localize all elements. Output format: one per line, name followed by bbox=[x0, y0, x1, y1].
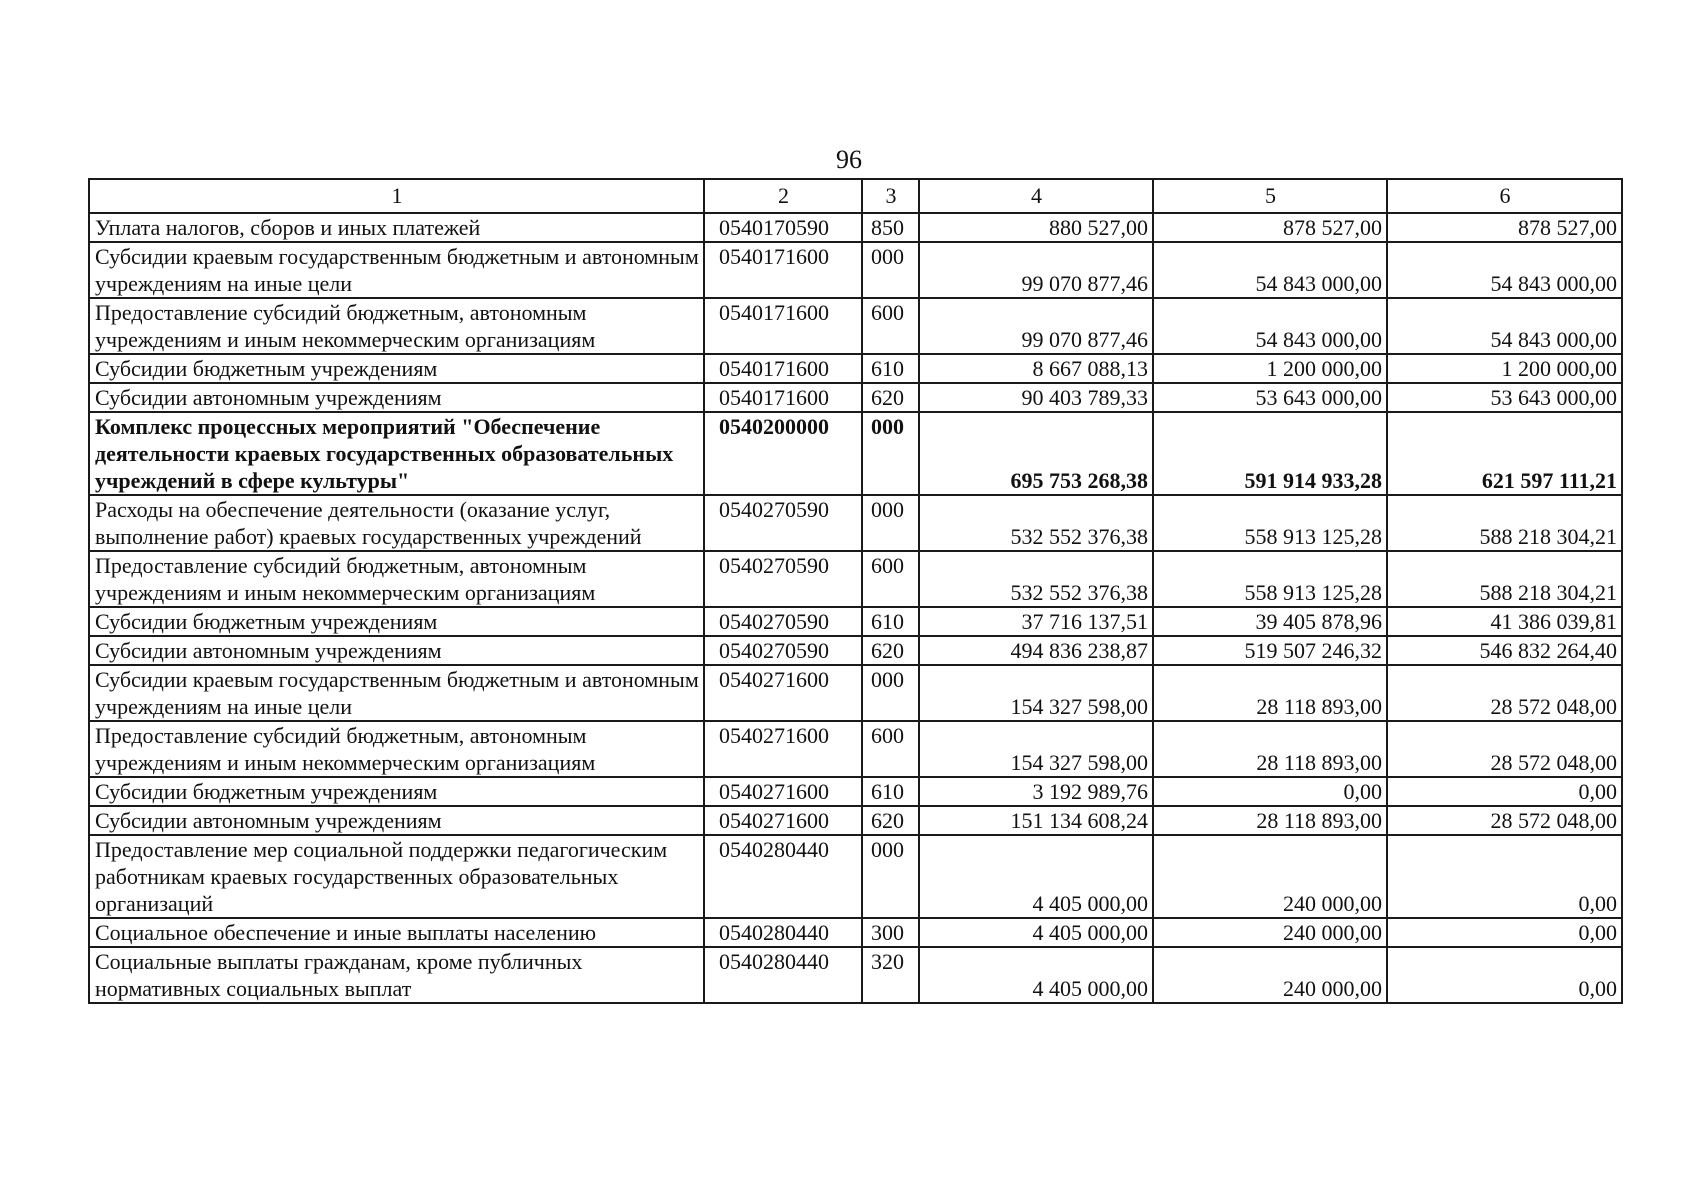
row-code-cell: 0540271600 bbox=[704, 665, 862, 721]
row-amount-col4-cell: 4 405 000,00 bbox=[919, 947, 1153, 1003]
row-amount-col6-cell: 588 218 304,21 bbox=[1387, 551, 1622, 607]
row-code-cell: 0540271600 bbox=[704, 777, 862, 806]
row-name-cell: Субсидии краевым государственным бюджетным и автономным учреждениям на иные цели bbox=[89, 665, 704, 721]
budget-table bbox=[88, 178, 1623, 1004]
row-amount-col5-cell: 0,00 bbox=[1153, 777, 1387, 806]
row-amount-col5-cell: 28 118 893,00 bbox=[1153, 665, 1387, 721]
header-row bbox=[89, 179, 1622, 213]
row-amount-col6-cell: 546 832 264,40 bbox=[1387, 636, 1622, 665]
row-code-cell: 0540280440 bbox=[704, 918, 862, 947]
row-amount-col5-cell: 240 000,00 bbox=[1153, 947, 1387, 1003]
row-name-cell: Субсидии бюджетным учреждениям bbox=[89, 607, 704, 636]
table-row bbox=[89, 551, 1622, 607]
row-amount-col4-cell: 37 716 137,51 bbox=[919, 607, 1153, 636]
row-amount-col6-cell: 28 572 048,00 bbox=[1387, 806, 1622, 835]
row-amount-col6-cell: 28 572 048,00 bbox=[1387, 721, 1622, 777]
row-amount-col5-cell: 558 913 125,28 bbox=[1153, 551, 1387, 607]
row-amount-col4-cell: 4 405 000,00 bbox=[919, 835, 1153, 918]
row-amount-col6-cell: 0,00 bbox=[1387, 947, 1622, 1003]
row-name-cell: Субсидии бюджетным учреждениям bbox=[89, 354, 704, 383]
row-amount-col6-cell: 878 527,00 bbox=[1387, 213, 1622, 242]
row-name-cell: Субсидии автономным учреждениям bbox=[89, 806, 704, 835]
row-amount-col5-cell: 591 914 933,28 bbox=[1153, 412, 1387, 495]
table-body bbox=[89, 179, 1622, 1003]
table-row bbox=[89, 947, 1622, 1003]
row-amount-col6-cell: 53 643 000,00 bbox=[1387, 383, 1622, 412]
header-cell-1: 1 bbox=[89, 179, 704, 213]
row-amount-col4-cell: 880 527,00 bbox=[919, 213, 1153, 242]
row-amount-col4-cell: 90 403 789,33 bbox=[919, 383, 1153, 412]
row-amount-col5-cell: 519 507 246,32 bbox=[1153, 636, 1387, 665]
row-amount-col6-cell: 28 572 048,00 bbox=[1387, 665, 1622, 721]
row-amount-col4-cell: 3 192 989,76 bbox=[919, 777, 1153, 806]
row-code-cell: 0540280440 bbox=[704, 835, 862, 918]
row-amount-col5-cell: 39 405 878,96 bbox=[1153, 607, 1387, 636]
row-amount-col5-cell: 53 643 000,00 bbox=[1153, 383, 1387, 412]
row-expense-type-cell: 610 bbox=[862, 777, 919, 806]
page-number: 96 bbox=[836, 145, 862, 174]
row-code-cell: 0540170590 bbox=[704, 213, 862, 242]
row-name-cell: Предоставление субсидий бюджетным, автономным учреждениям и иным некоммерческим организациям bbox=[89, 298, 704, 354]
row-name-cell: Расходы на обеспечение деятельности (оказание услуг, выполнение работ) краевых государственных учреждений bbox=[89, 495, 704, 551]
row-amount-col5-cell: 28 118 893,00 bbox=[1153, 721, 1387, 777]
table-row bbox=[89, 665, 1622, 721]
row-expense-type-cell: 620 bbox=[862, 806, 919, 835]
table-row bbox=[89, 213, 1622, 242]
row-amount-col4-cell: 99 070 877,46 bbox=[919, 298, 1153, 354]
row-expense-type-cell: 850 bbox=[862, 213, 919, 242]
row-code-cell: 0540271600 bbox=[704, 721, 862, 777]
row-code-cell: 0540280440 bbox=[704, 947, 862, 1003]
row-name-cell: Уплата налогов, сборов и иных платежей bbox=[89, 213, 704, 242]
row-amount-col6-cell: 41 386 039,81 bbox=[1387, 607, 1622, 636]
table-row bbox=[89, 835, 1622, 918]
row-code-cell: 0540270590 bbox=[704, 495, 862, 551]
row-code-cell: 0540171600 bbox=[704, 354, 862, 383]
table-row bbox=[89, 607, 1622, 636]
table-row bbox=[89, 806, 1622, 835]
table-row bbox=[89, 383, 1622, 412]
row-amount-col6-cell: 621 597 111,21 bbox=[1387, 412, 1622, 495]
row-amount-col5-cell: 558 913 125,28 bbox=[1153, 495, 1387, 551]
row-amount-col6-cell: 0,00 bbox=[1387, 918, 1622, 947]
row-code-cell: 0540271600 bbox=[704, 806, 862, 835]
row-code-cell: 0540270590 bbox=[704, 636, 862, 665]
row-name-cell: Социальные выплаты гражданам, кроме публичных нормативных социальных выплат bbox=[89, 947, 704, 1003]
row-code-cell: 0540171600 bbox=[704, 242, 862, 298]
header-cell-4: 4 bbox=[919, 179, 1153, 213]
row-expense-type-cell: 600 bbox=[862, 721, 919, 777]
row-expense-type-cell: 610 bbox=[862, 607, 919, 636]
row-expense-type-cell: 000 bbox=[862, 412, 919, 495]
header-cell-2: 2 bbox=[704, 179, 862, 213]
row-amount-col4-cell: 154 327 598,00 bbox=[919, 721, 1153, 777]
table-row bbox=[89, 636, 1622, 665]
row-amount-col4-cell: 99 070 877,46 bbox=[919, 242, 1153, 298]
row-name-cell: Субсидии бюджетным учреждениям bbox=[89, 777, 704, 806]
header-cell-3: 3 bbox=[862, 179, 919, 213]
row-name-cell: Комплекс процессных мероприятий "Обеспечение деятельности краевых государственных образовательных учреждений в сфере культуры" bbox=[89, 412, 704, 495]
row-amount-col4-cell: 532 552 376,38 bbox=[919, 495, 1153, 551]
table-row bbox=[89, 354, 1622, 383]
row-expense-type-cell: 620 bbox=[862, 383, 919, 412]
header-cell-5: 5 bbox=[1153, 179, 1387, 213]
row-expense-type-cell: 620 bbox=[862, 636, 919, 665]
row-amount-col6-cell: 0,00 bbox=[1387, 835, 1622, 918]
row-expense-type-cell: 000 bbox=[862, 495, 919, 551]
row-amount-col5-cell: 240 000,00 bbox=[1153, 918, 1387, 947]
row-name-cell: Предоставление мер социальной поддержки педагогическим работникам краевых государственных образовательных организаций bbox=[89, 835, 704, 918]
row-amount-col4-cell: 494 836 238,87 bbox=[919, 636, 1153, 665]
row-amount-col6-cell: 588 218 304,21 bbox=[1387, 495, 1622, 551]
row-expense-type-cell: 610 bbox=[862, 354, 919, 383]
row-name-cell: Предоставление субсидий бюджетным, автономным учреждениям и иным некоммерческим организациям bbox=[89, 721, 704, 777]
row-code-cell: 0540270590 bbox=[704, 607, 862, 636]
row-amount-col4-cell: 151 134 608,24 bbox=[919, 806, 1153, 835]
row-expense-type-cell: 000 bbox=[862, 665, 919, 721]
row-amount-col6-cell: 0,00 bbox=[1387, 777, 1622, 806]
table-row bbox=[89, 298, 1622, 354]
row-amount-col5-cell: 54 843 000,00 bbox=[1153, 298, 1387, 354]
table-row bbox=[89, 412, 1622, 495]
row-code-cell: 0540171600 bbox=[704, 298, 862, 354]
row-amount-col5-cell: 1 200 000,00 bbox=[1153, 354, 1387, 383]
row-name-cell: Субсидии автономным учреждениям bbox=[89, 636, 704, 665]
row-code-cell: 0540200000 bbox=[704, 412, 862, 495]
row-amount-col4-cell: 8 667 088,13 bbox=[919, 354, 1153, 383]
row-name-cell: Социальное обеспечение и иные выплаты населению bbox=[89, 918, 704, 947]
row-amount-col5-cell: 878 527,00 bbox=[1153, 213, 1387, 242]
row-amount-col5-cell: 28 118 893,00 bbox=[1153, 806, 1387, 835]
row-expense-type-cell: 600 bbox=[862, 298, 919, 354]
row-code-cell: 0540270590 bbox=[704, 551, 862, 607]
row-amount-col4-cell: 4 405 000,00 bbox=[919, 918, 1153, 947]
row-amount-col4-cell: 695 753 268,38 bbox=[919, 412, 1153, 495]
row-amount-col4-cell: 154 327 598,00 bbox=[919, 665, 1153, 721]
row-expense-type-cell: 320 bbox=[862, 947, 919, 1003]
row-amount-col6-cell: 1 200 000,00 bbox=[1387, 354, 1622, 383]
row-expense-type-cell: 600 bbox=[862, 551, 919, 607]
table-row bbox=[89, 918, 1622, 947]
row-amount-col5-cell: 54 843 000,00 bbox=[1153, 242, 1387, 298]
table-row bbox=[89, 721, 1622, 777]
row-amount-col4-cell: 532 552 376,38 bbox=[919, 551, 1153, 607]
row-expense-type-cell: 000 bbox=[862, 835, 919, 918]
row-expense-type-cell: 000 bbox=[862, 242, 919, 298]
row-amount-col6-cell: 54 843 000,00 bbox=[1387, 242, 1622, 298]
row-amount-col5-cell: 240 000,00 bbox=[1153, 835, 1387, 918]
row-code-cell: 0540171600 bbox=[704, 383, 862, 412]
row-name-cell: Субсидии автономным учреждениям bbox=[89, 383, 704, 412]
row-amount-col6-cell: 54 843 000,00 bbox=[1387, 298, 1622, 354]
table-row bbox=[89, 777, 1622, 806]
row-expense-type-cell: 300 bbox=[862, 918, 919, 947]
table-row bbox=[89, 242, 1622, 298]
table-row bbox=[89, 495, 1622, 551]
row-name-cell: Предоставление субсидий бюджетным, автономным учреждениям и иным некоммерческим организациям bbox=[89, 551, 704, 607]
row-name-cell: Субсидии краевым государственным бюджетным и автономным учреждениям на иные цели bbox=[89, 242, 704, 298]
header-cell-6: 6 bbox=[1387, 179, 1622, 213]
